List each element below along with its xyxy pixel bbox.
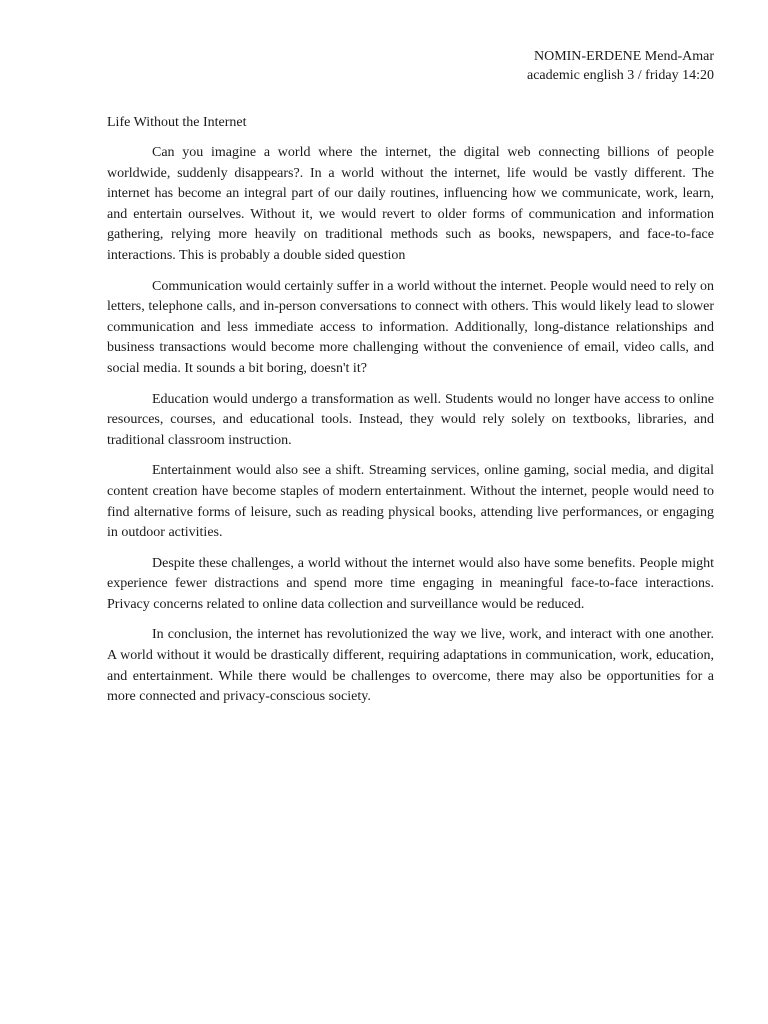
document-body — [107, 143, 714, 718]
document-title: Life Without the Internet — [107, 115, 247, 130]
paragraph-entertainment: Entertainment would also see a shift. Streaming services, online gaming, social media, and digital content creation have become staples of modern entertainment. Without the internet, people would need to find alternative forms of leisure, such as reading physical books, attending live performances, or engaging in outdoor activities. — [107, 463, 714, 541]
paragraph-benefits: Despite these challenges, a world without the internet would also have some benefits. People might experience fewer distractions and spend more time engaging in meaningful face-to-face interactions. Privacy concerns related to online data collection and surveillance would be reduced. — [107, 555, 714, 612]
paragraph-communication: Communication would certainly suffer in a world without the internet. People would need to rely on letters, telephone calls, and in-person conversations to connect with others. This would likely lead to slower communication and less immediate access to information. Additionally, long-distance relationships and business transactions would become more challenging without the convenience of email, video calls, and social media. It sounds a bit boring, doesn't it? — [107, 278, 714, 376]
document-header — [527, 47, 714, 85]
course-info: academic english 3 / friday 14:20 — [527, 68, 714, 83]
paragraph-conclusion: In conclusion, the internet has revolutionized the way we live, work, and interact with one another. A world without it would be drastically different, requiring adaptations in communication, work, education, and entertainment. While there would be challenges to overcome, there may also be opportunities for a more connected and privacy-conscious society. — [107, 627, 714, 705]
paragraph-education: Education would undergo a transformation as well. Students would no longer have access to online resources, courses, and educational tools. Instead, they would rely solely on textbooks, libraries, and traditional classroom instruction. — [107, 391, 714, 448]
author-name: NOMIN-ERDENE Mend-Amar — [533, 49, 714, 64]
paragraph-introduction: Can you imagine a world where the internet, the digital web connecting billions of people worldwide, suddenly disappears?. In a world without the internet, life would be vastly different. The internet has become an integral part of our daily routines, influencing how we communicate, work, learn, and entertain ourselves. Without it, we would revert to older forms of communication and information gathering, relying more heavily on traditional methods such as books, newspapers, and face-to-face interactions. This is probably a double sided question — [107, 145, 714, 263]
